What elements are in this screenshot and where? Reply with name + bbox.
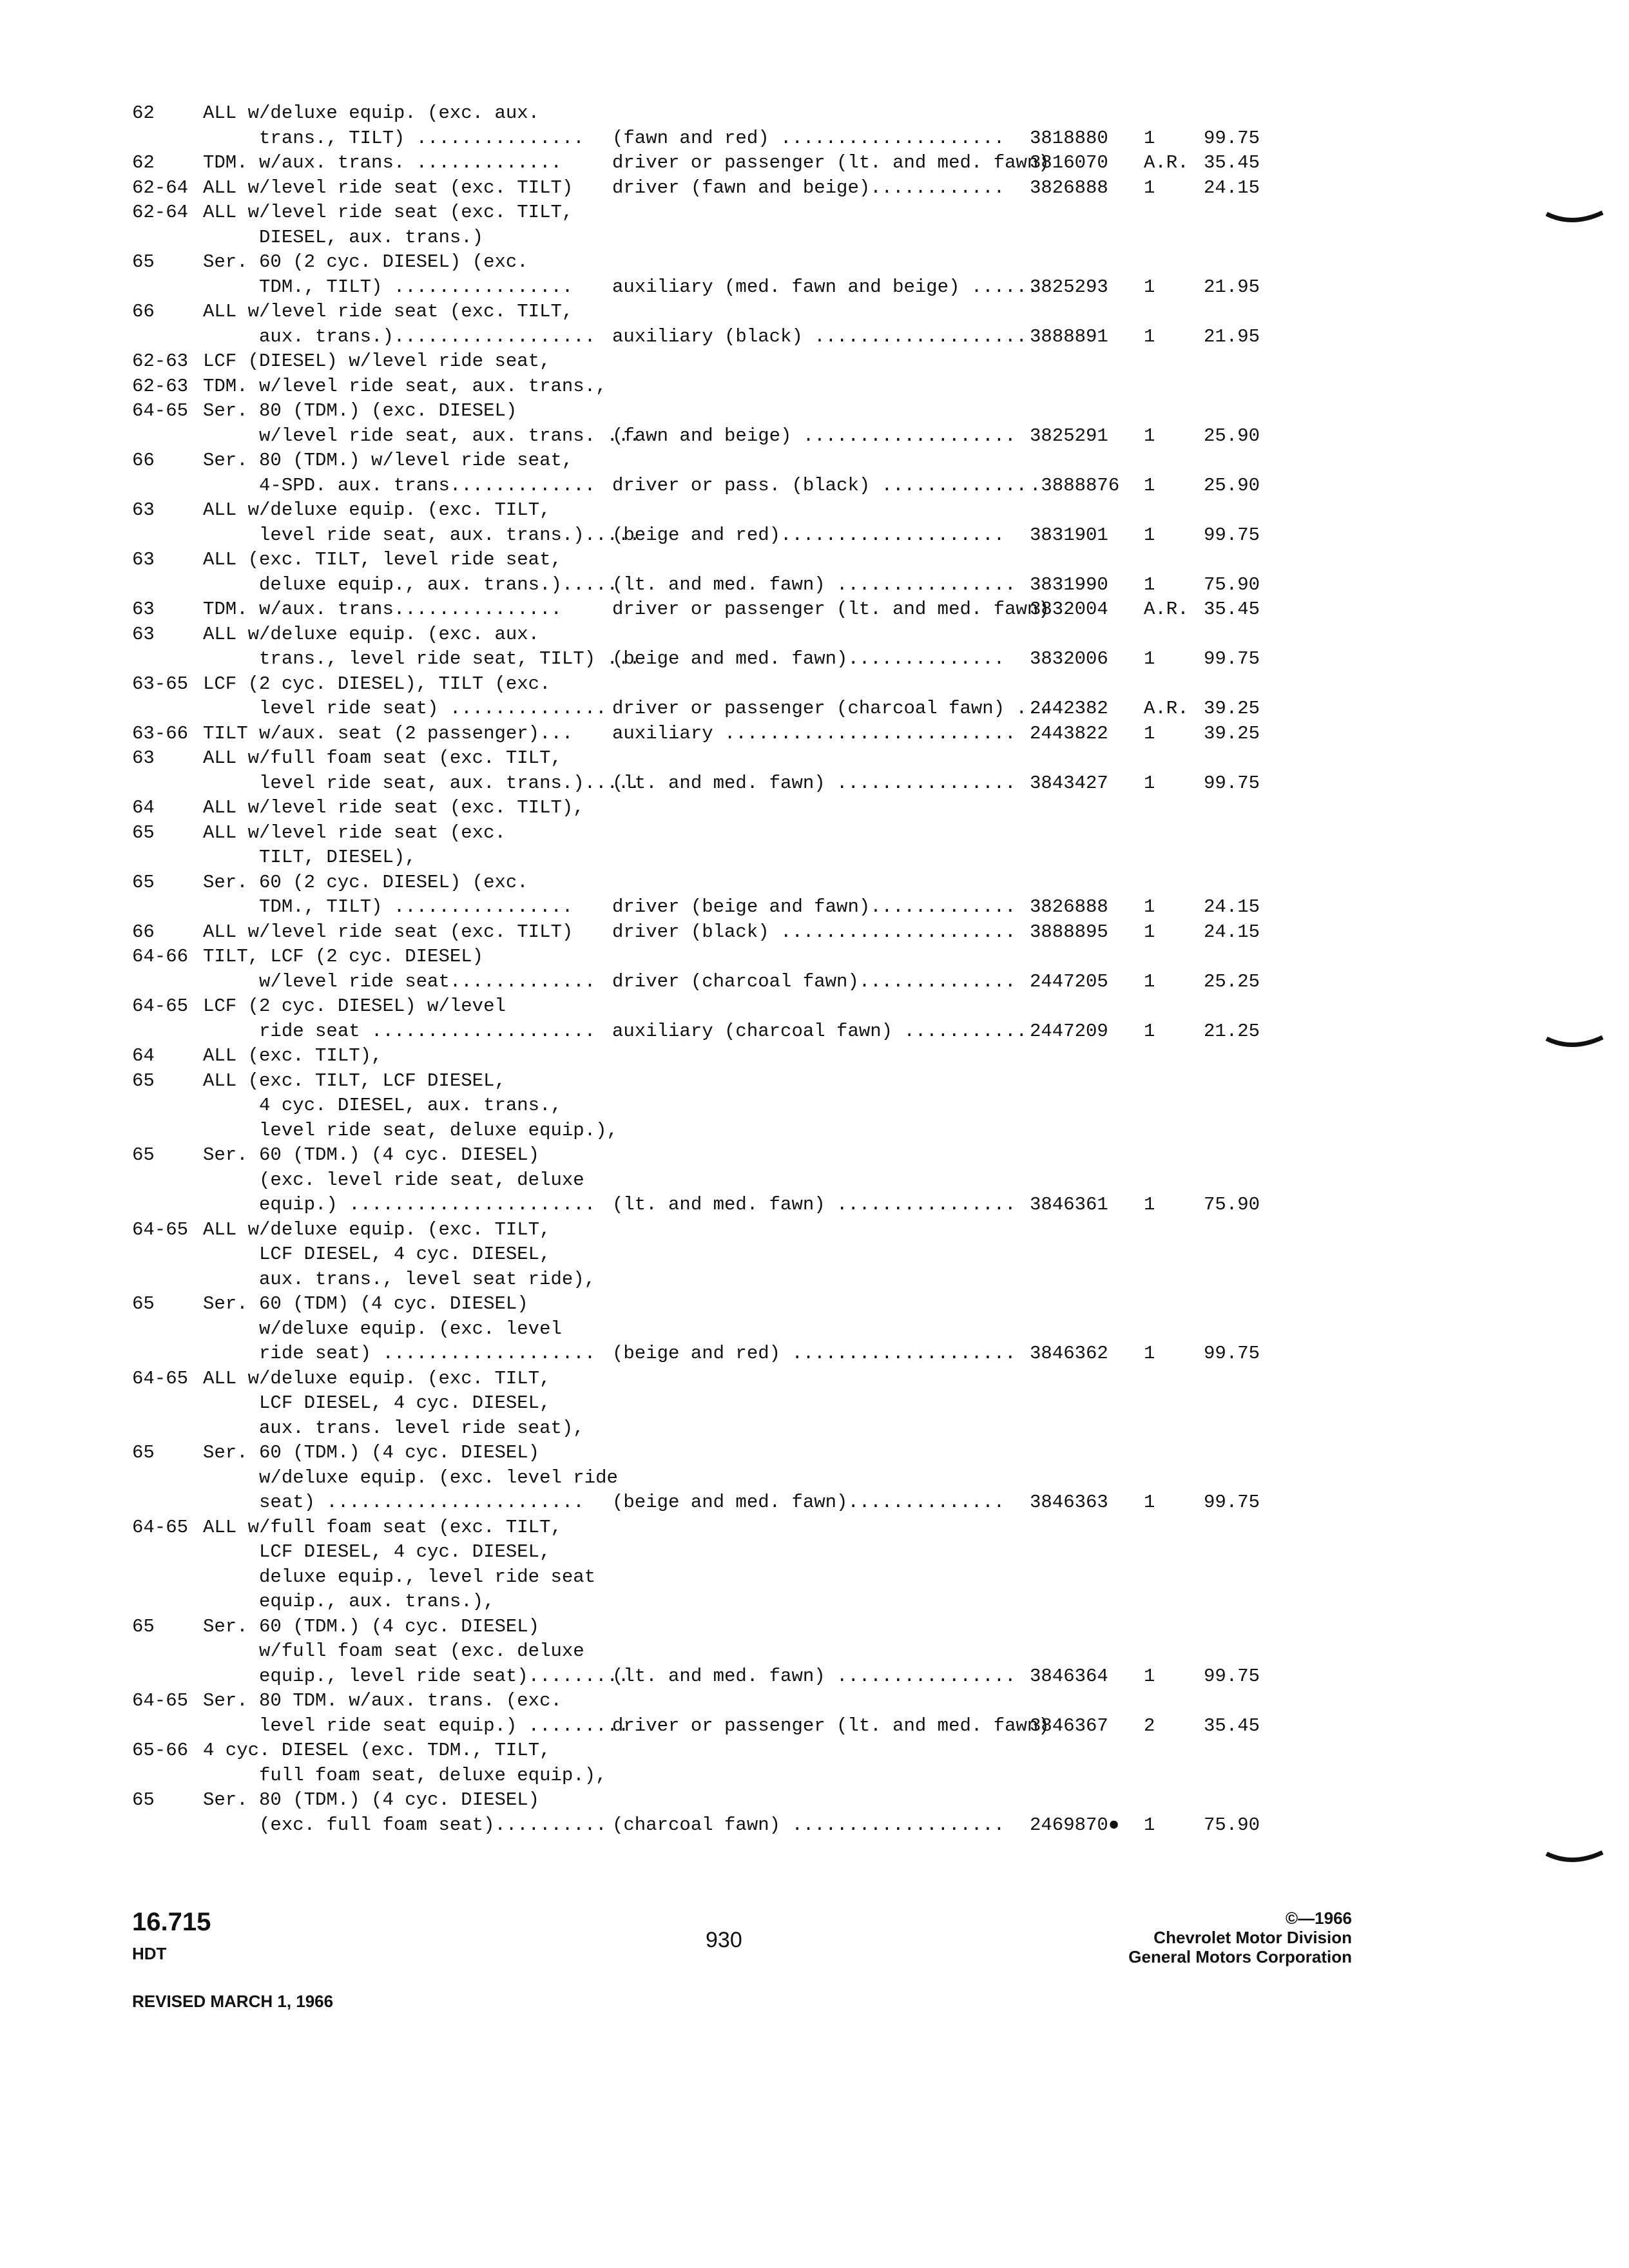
binding-mark-middle [1543,1031,1608,1057]
parts-row [0,1640,1629,1663]
quantity: 1 [1144,648,1155,669]
model-year: 64 [132,797,155,818]
description: (fawn and red) .................... [612,127,1005,149]
application: (exc. full foam seat).......... [203,1814,607,1836]
application: DIESEL, aux. trans.) [203,226,484,248]
quantity: 1 [1144,276,1155,298]
model-year: 63 [132,747,155,769]
part-number: 3832004 [1030,599,1108,620]
application: level ride seat, deluxe equip.), [203,1119,618,1141]
application: TDM. w/aux. trans............... [203,599,562,620]
description: driver (charcoal fawn).............. [612,970,1016,992]
parts-row [0,1715,1629,1738]
description: (beige and med. fawn).............. [612,1492,1005,1513]
parts-row [0,1169,1629,1192]
part-number: 3826888 [1030,177,1108,198]
application: aux. trans., level seat ride), [203,1268,596,1290]
parts-row [0,772,1629,795]
part-number: 3846362 [1030,1343,1108,1364]
application: TDM. w/aux. trans. ............. [203,152,562,173]
parts-row [0,524,1629,547]
part-number: 3843427 [1030,772,1108,794]
part-number: 3846361 [1030,1194,1108,1215]
application: ride seat) ................... [203,1343,596,1364]
model-year: 66 [132,450,155,471]
price: 99.75 [1204,772,1260,794]
model-year: 63 [132,499,155,521]
corporation: General Motors Corporation [1128,1947,1352,1966]
parts-row [0,1367,1629,1390]
price: 21.95 [1204,276,1260,298]
application: equip., aux. trans.), [203,1591,495,1612]
application: Ser. 60 (2 cyc. DIESEL) (exc. [203,251,528,273]
part-number: 2447209 [1030,1020,1108,1042]
price: 39.25 [1204,722,1260,744]
quantity: 1 [1144,573,1155,595]
parts-row [0,598,1629,621]
application: full foam seat, deluxe equip.), [203,1764,607,1786]
parts-row [0,1094,1629,1117]
parts-row [0,1318,1629,1341]
parts-row [0,1689,1629,1713]
parts-row [0,945,1629,968]
parts-row [0,102,1629,125]
parts-row [0,648,1629,671]
model-year: 64-65 [132,400,189,421]
application: LCF DIESEL, 4 cyc. DIESEL, [203,1392,551,1414]
description: (lt. and med. fawn) ................ [612,573,1016,595]
part-number: 2443822 [1030,722,1108,744]
parts-row [0,1516,1629,1539]
parts-row [0,548,1629,572]
parts-row [0,375,1629,398]
quantity: 1 [1144,1343,1155,1364]
application: w/level ride seat, aux. trans. ... [203,425,641,447]
parts-row [0,251,1629,274]
quantity: 1 [1144,970,1155,992]
parts-row [0,151,1629,175]
model-year: 66 [132,301,155,322]
price: 75.90 [1204,1194,1260,1215]
binding-mark-top [1543,206,1608,232]
application: seat) ....................... [203,1492,584,1513]
parts-row [0,1044,1629,1068]
description: auxiliary (black) ................... [612,325,1027,347]
parts-row [0,499,1629,522]
quantity: 1 [1144,1020,1155,1042]
parts-row [0,1466,1629,1490]
application: ALL (exc. TILT, level ride seat, [203,549,562,570]
quantity: 1 [1144,896,1155,918]
model-year: 65 [132,1070,155,1091]
description: driver or passenger (lt. and med. fawn) [612,599,1050,620]
parts-row [0,822,1629,845]
parts-row [0,350,1629,373]
parts-row [0,1144,1629,1167]
application: TILT, DIESEL), [203,847,416,868]
price: 21.95 [1204,325,1260,347]
parts-row [0,1268,1629,1291]
model-year: 63-66 [132,722,189,744]
model-year: 65 [132,251,155,273]
application: ALL w/full foam seat (exc. TILT, [203,1516,562,1538]
parts-row [0,697,1629,720]
part-number: 3825291 [1030,425,1108,447]
application: level ride seat, aux. trans.)..... [203,772,641,794]
parts-row [0,921,1629,944]
part-number: 3888895 [1030,921,1108,943]
application: 4-SPD. aux. trans............. [203,474,596,496]
description: driver or passenger (lt. and med. fawn) [612,1715,1050,1736]
price: 24.15 [1204,177,1260,198]
parts-row [0,1342,1629,1365]
description: (lt. and med. fawn) ................ [612,772,1016,794]
model-year: 62-63 [132,351,189,372]
model-year: 62-63 [132,375,189,397]
application: TDM., TILT) ................ [203,276,574,298]
part-number: 3846363 [1030,1492,1108,1513]
application: trans., TILT) ............... [203,127,584,149]
application: Ser. 80 (TDM.) (exc. DIESEL) [203,400,517,421]
parts-row [0,846,1629,869]
model-year: 66 [132,921,155,943]
application: ALL w/deluxe equip. (exc. aux. [203,623,540,645]
model-year: 65 [132,1442,155,1463]
parts-row [0,1491,1629,1514]
price: 21.25 [1204,1020,1260,1042]
application: w/level ride seat............. [203,970,596,992]
parts-row [0,1789,1629,1812]
price: 99.75 [1204,524,1260,546]
division: Chevrolet Motor Division [1153,1928,1352,1947]
page-number: 930 [706,1928,742,1952]
application: Ser. 80 (TDM.) w/level ride seat, [203,450,574,471]
part-number: 3832006 [1030,648,1108,669]
application: 4 cyc. DIESEL, aux. trans., [203,1095,562,1116]
parts-row [0,896,1629,919]
price: 99.75 [1204,127,1260,149]
application: ALL w/level ride seat (exc. TILT), [203,797,584,818]
quantity: 1 [1144,524,1155,546]
parts-row [0,399,1629,423]
description: driver (beige and fawn)............. [612,896,1016,918]
parts-row [0,177,1629,200]
parts-row [0,1615,1629,1639]
model-year: 63-65 [132,673,189,695]
quantity: 1 [1144,1665,1155,1687]
parts-row [0,1020,1629,1043]
description: auxiliary (charcoal fawn) ........... [612,1020,1027,1042]
part-number: 2442382 [1030,698,1108,719]
application: TILT, LCF (2 cyc. DIESEL) [203,946,484,967]
application: ALL (exc. TILT), [203,1045,383,1066]
model-year: 62 [132,152,155,173]
part-number: 2447205 [1030,970,1108,992]
binding-mark-bottom [1543,1846,1608,1872]
parts-row [0,722,1629,745]
description: auxiliary (med. fawn and beige) ...... [612,276,1039,298]
parts-row [0,747,1629,770]
model-year: 65 [132,1615,155,1637]
parts-row [0,871,1629,894]
description: driver or passenger (lt. and med. fawn) [612,152,1050,173]
application: level ride seat) .............. [203,698,607,719]
parts-row [0,1541,1629,1564]
price: 99.75 [1204,648,1260,669]
description: (beige and med. fawn).............. [612,648,1005,669]
application: Ser. 80 TDM. w/aux. trans. (exc. [203,1690,562,1711]
quantity: 1 [1144,772,1155,794]
model-year: 63 [132,549,155,570]
application: (exc. level ride seat, deluxe [203,1169,584,1191]
description: (lt. and med. fawn) ................ [612,1665,1016,1687]
quantity: 1 [1144,325,1155,347]
model-year: 64-65 [132,995,189,1017]
part-number: 3846367 [1030,1715,1108,1736]
revision-date: REVISED MARCH 1, 1966 [132,1992,334,2011]
description: driver or passenger (charcoal fawn) ... [612,698,1050,719]
price: 99.75 [1204,1665,1260,1687]
description: (charcoal fawn) ................... [612,1814,1005,1836]
model-year: 64-65 [132,1367,189,1389]
model-year: 62 [132,102,155,124]
part-number: 3888891 [1030,325,1108,347]
model-year: 63 [132,623,155,645]
parts-row [0,673,1629,696]
parts-row [0,970,1629,994]
quantity: A.R. [1144,599,1189,620]
footer-left [132,1906,333,2017]
application: ALL w/level ride seat (exc. TILT, [203,301,574,322]
model-year: 65 [132,822,155,843]
parts-row [0,425,1629,448]
application: Ser. 60 (TDM.) (4 cyc. DIESEL) [203,1442,540,1463]
part-number: 3826888 [1030,896,1108,918]
application: level ride seat, aux. trans.)..... [203,524,641,546]
application: trans., level ride seat, TILT) ... [203,648,641,669]
quantity: 1 [1144,1814,1155,1836]
description: (beige and red) .................... [612,1343,1016,1364]
parts-row [0,127,1629,150]
price: 39.25 [1204,698,1260,719]
parts-row [0,995,1629,1018]
parts-row [0,325,1629,349]
parts-row [0,300,1629,323]
quantity: 1 [1144,1194,1155,1215]
parts-row [0,276,1629,299]
parts-row [0,1243,1629,1266]
parts-row [0,1566,1629,1589]
footer-right [1128,1908,1352,1966]
parts-row [0,474,1629,497]
parts-row [0,796,1629,820]
application: w/deluxe equip. (exc. level ride [203,1466,618,1488]
price: 25.90 [1204,474,1260,496]
model-year: 63 [132,599,155,620]
part-number: 3816070 [1030,152,1108,173]
application: equip., level ride seat)......... [203,1665,630,1687]
model-year: 65-66 [132,1740,189,1761]
parts-row [0,1739,1629,1762]
model-year: 64 [132,1045,155,1066]
description: (fawn and beige) ................... [612,425,1016,447]
parts-row [0,1392,1629,1415]
price: 99.75 [1204,1492,1260,1513]
application: ALL w/deluxe equip. (exc. TILT, [203,1367,551,1389]
application: LCF (DIESEL) w/level ride seat, [203,351,551,372]
application: ALL w/level ride seat (exc. TILT) [203,177,574,198]
model-year: 65 [132,1789,155,1811]
price: 35.45 [1204,599,1260,620]
parts-row [0,1417,1629,1440]
parts-row [0,226,1629,249]
quantity: 1 [1144,921,1155,943]
parts-row [0,623,1629,646]
application: Ser. 80 (TDM.) (4 cyc. DIESEL) [203,1789,540,1811]
price: 24.15 [1204,921,1260,943]
price: 75.90 [1204,573,1260,595]
parts-row [0,1293,1629,1316]
application: ALL w/deluxe equip. (exc. TILT, [203,1218,551,1240]
section-number: 16.715 [132,1908,211,1936]
parts-row [0,1764,1629,1787]
model-year: 65 [132,1293,155,1314]
parts-row [0,1590,1629,1613]
price: 35.45 [1204,1715,1260,1736]
model-year: 62-64 [132,202,189,223]
application: ALL w/deluxe equip. (exc. aux. [203,102,540,124]
application: TDM., TILT) ................ [203,896,574,918]
description: driver (fawn and beige)............ [612,177,1005,198]
price: 24.15 [1204,896,1260,918]
quantity: 1 [1144,722,1155,744]
parts-row [0,1193,1629,1216]
quantity: A.R. [1144,152,1189,173]
description: (beige and red).................... [612,524,1005,546]
application: Ser. 60 (2 cyc. DIESEL) (exc. [203,871,528,893]
application: ALL w/level ride seat (exc. TILT, [203,202,574,223]
application: ALL w/deluxe equip. (exc. TILT, [203,499,551,521]
application: LCF (2 cyc. DIESEL), TILT (exc. [203,673,551,695]
application: Ser. 60 (TDM.) (4 cyc. DIESEL) [203,1144,540,1166]
quantity: 1 [1144,1492,1155,1513]
quantity: 2 [1144,1715,1155,1736]
parts-row [0,1814,1629,1837]
description: (lt. and med. fawn) ................ [612,1194,1016,1215]
application: ALL w/level ride seat (exc. [203,822,506,843]
model-year: 64-65 [132,1218,189,1240]
model-year: 65 [132,1144,155,1166]
parts-row [0,449,1629,472]
application: deluxe equip., level ride seat [203,1566,596,1588]
application: ALL w/level ride seat (exc. TILT) [203,921,574,943]
quantity: 1 [1144,127,1155,149]
application: Ser. 60 (TDM.) (4 cyc. DIESEL) [203,1615,540,1637]
application: LCF DIESEL, 4 cyc. DIESEL, [203,1244,551,1265]
application: LCF (2 cyc. DIESEL) w/level [203,995,506,1017]
part-number: 3831990 [1030,573,1108,595]
price: 35.45 [1204,152,1260,173]
price: 99.75 [1204,1343,1260,1364]
application: deluxe equip., aux. trans.)..... [203,573,618,595]
description: auxiliary .......................... [612,722,1016,744]
model-year: 64-65 [132,1516,189,1538]
application: ALL w/full foam seat (exc. TILT, [203,747,562,769]
application: TDM. w/level ride seat, aux. trans., [203,375,607,397]
application: LCF DIESEL, 4 cyc. DIESEL, [203,1541,551,1562]
description: driver (black) ..................... [612,921,1016,943]
part-number: 3818880 [1030,127,1108,149]
application: ALL (exc. TILT, LCF DIESEL, [203,1070,506,1091]
application: aux. trans. level ride seat), [203,1417,584,1439]
quantity: 1 [1144,474,1155,496]
application: equip.) ...................... [203,1194,596,1215]
parts-row [0,1070,1629,1093]
part-number: 3831901 [1030,524,1108,546]
model-year: 62-64 [132,177,189,198]
application: w/full foam seat (exc. deluxe [203,1640,584,1662]
part-number: 2469870● [1030,1814,1120,1836]
parts-row [0,1119,1629,1142]
parts-row [0,201,1629,224]
price: 25.25 [1204,970,1260,992]
description: driver or pass. (black) ............. [612,474,1027,496]
quantity: A.R. [1144,698,1189,719]
sub-code: HDT [132,1944,167,1963]
application: Ser. 60 (TDM) (4 cyc. DIESEL) [203,1293,528,1314]
parts-row [0,1441,1629,1465]
part-number: 3825293 [1030,276,1108,298]
application: w/deluxe equip. (exc. level [203,1318,562,1340]
price: 75.90 [1204,1814,1260,1836]
quantity: 1 [1144,425,1155,447]
quantity: 1 [1144,177,1155,198]
application: ride seat .................... [203,1020,596,1042]
part-number: .3888876 [1030,474,1120,496]
model-year: 64-65 [132,1690,189,1711]
parts-row [0,573,1629,597]
model-year: 64-66 [132,946,189,967]
part-number: 3846364 [1030,1665,1108,1687]
application: aux. trans.).................. [203,325,596,347]
application: 4 cyc. DIESEL (exc. TDM., TILT, [203,1740,551,1761]
copyright: ©—1966 [1286,1908,1352,1928]
application: level ride seat equip.) ......... [203,1715,630,1736]
parts-row [0,1218,1629,1242]
price: 25.90 [1204,425,1260,447]
application: TILT w/aux. seat (2 passenger)... [203,722,574,744]
parts-row [0,1665,1629,1688]
model-year: 65 [132,871,155,893]
